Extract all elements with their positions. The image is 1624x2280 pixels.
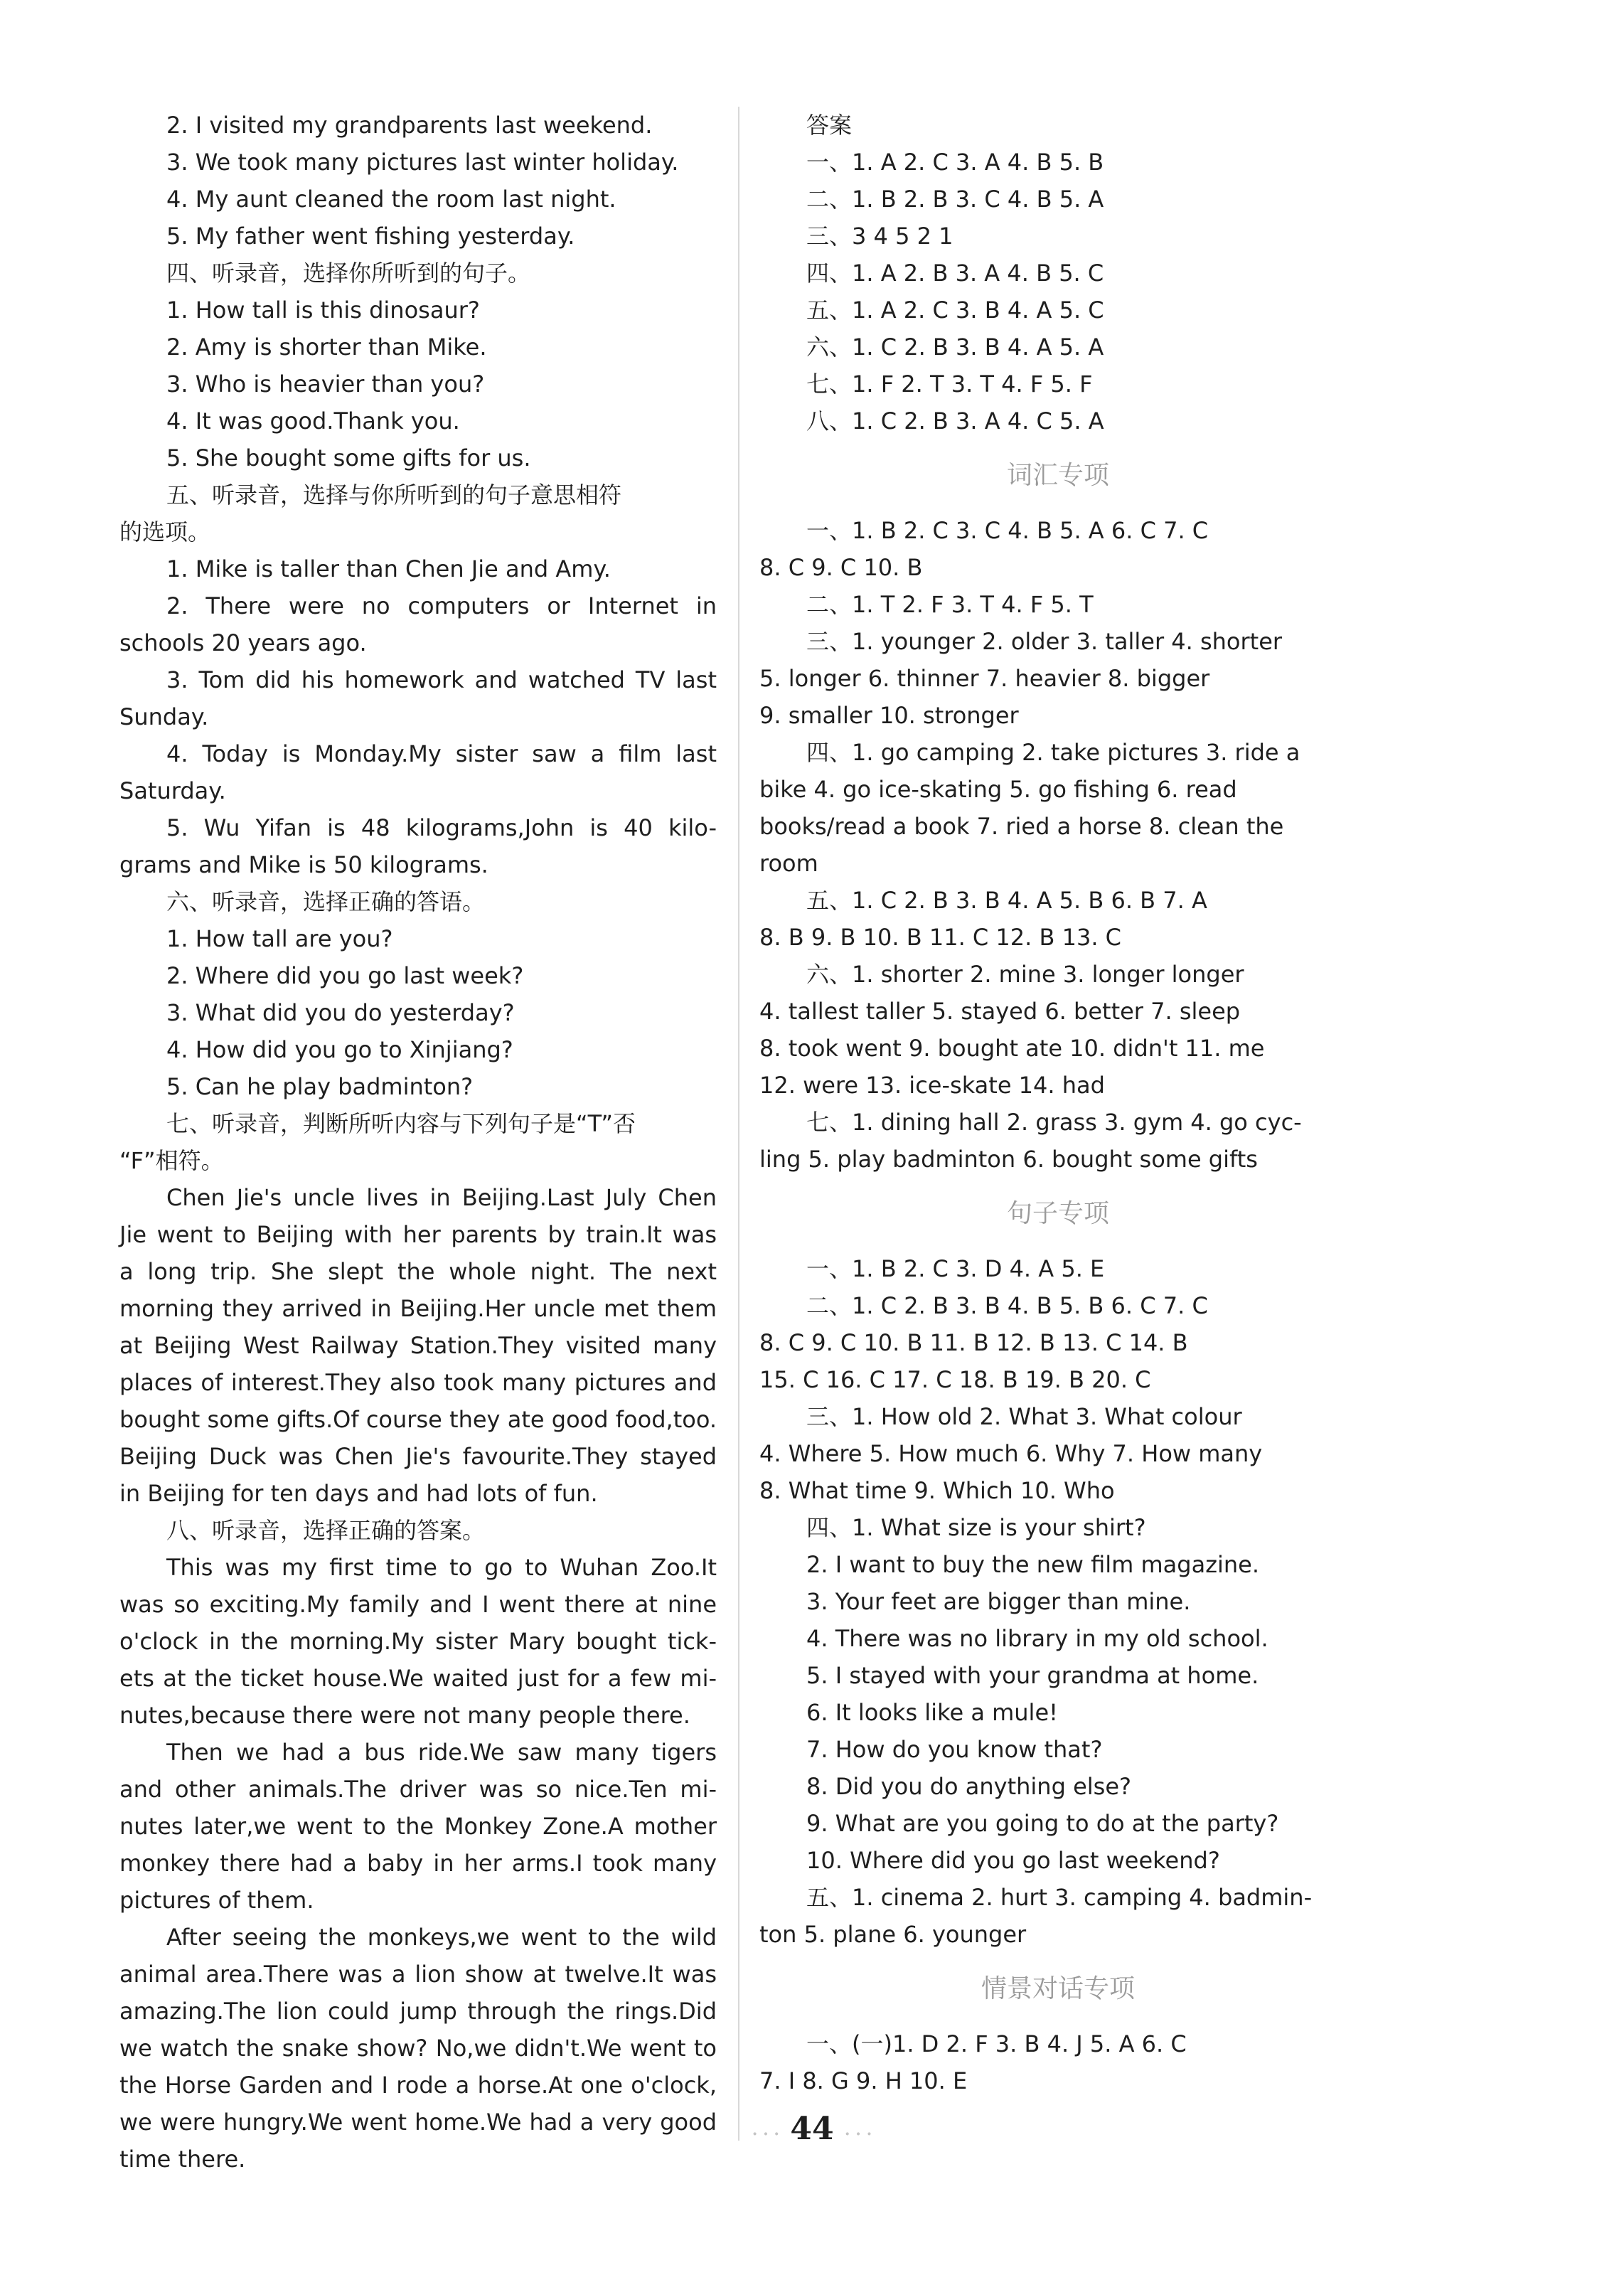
passage-line: the Horse Garden and I rode a horse.At one o'clock, — [119, 2072, 717, 2099]
passage-line: was so exciting.My family and I went there at nine — [119, 1591, 717, 1618]
page-number — [0, 2111, 1624, 2147]
list-item: 1. How tall is this dinosaur? — [166, 297, 480, 324]
answer-line: 四、1. go camping 2. take pictures 3. ride a — [806, 739, 1300, 766]
passage-line: bought some gifts.Of course they ate good food,too. — [119, 1406, 717, 1433]
answer-line: 5. I stayed with your grandma at home. — [806, 1662, 1259, 1689]
list-item-cont: grams and Mike is 50 kilograms. — [119, 851, 488, 878]
answer-line: 9. smaller 10. stronger — [759, 702, 1019, 729]
answer-line: 15. C 16. C 17. C 18. B 19. B 20. C — [759, 1366, 1151, 1393]
passage-line: in Beijing for ten days and had lots of fun. — [119, 1480, 598, 1507]
text-line: 4. My aunt cleaned the room last night. — [166, 186, 616, 213]
dialogue-answers — [759, 2025, 1357, 2099]
left-column — [119, 107, 717, 2178]
section-heading: 七、听录音，判断所听内容与下列句子是“T”否 — [166, 1110, 636, 1137]
answer-line: 8. took went 9. bought ate 10. didn't 11. me — [759, 1035, 1265, 1062]
passage-line: at Beijing West Railway Station.They visited many — [119, 1332, 717, 1359]
answer-line: 三、1. How old 2. What 3. What colour — [806, 1403, 1242, 1430]
answer-line: ling 5. play badminton 6. bought some gifts — [759, 1146, 1258, 1173]
vocab-section-title: 词汇专项 — [1006, 461, 1109, 490]
passage-line: monkey there had a baby in her arms.I took many — [119, 1850, 717, 1877]
answer-line: 8. C 9. C 10. B — [759, 554, 923, 581]
section-7 — [119, 1105, 717, 1512]
vocab-answers — [759, 512, 1357, 1178]
sentence-answers — [759, 1250, 1357, 1953]
answer-line: 三、3 4 5 2 1 — [806, 223, 953, 250]
answer-line: 二、1. B 2. B 3. C 4. B 5. A — [806, 186, 1104, 213]
passage-line: time there. — [119, 2146, 246, 2173]
list-item: 4. How did you go to Xinjiang? — [166, 1036, 513, 1063]
passage-line: Chen Jie's uncle lives in Beijing.Last July Chen — [166, 1184, 717, 1211]
section-6 — [119, 883, 717, 1105]
answer-line: 7. How do you know that? — [806, 1736, 1103, 1763]
text-line: 3. We took many pictures last winter holiday. — [166, 149, 679, 176]
dialogue-section-title: 情景对话专项 — [981, 1974, 1135, 2003]
list-item-cont: Saturday. — [119, 777, 226, 804]
passage-line: ets at the ticket house.We waited just for a few mi- — [119, 1665, 717, 1692]
answer-line: 五、1. A 2. C 3. B 4. A 5. C — [806, 297, 1104, 324]
passage-line: and other animals.The driver was so nice.Ten mi- — [119, 1776, 717, 1803]
passage-line: a long trip. She slept the whole night. The next — [119, 1258, 717, 1285]
answer-line: 6. It looks like a mule! — [806, 1699, 1058, 1726]
section-heading: 五、听录音，选择与你所听到的句子意思相符 — [166, 481, 622, 508]
passage-line: places of interest.They also took many pictures and — [119, 1369, 717, 1396]
answer-line: 3. Your feet are bigger than mine. — [806, 1588, 1191, 1615]
section-heading: 四、听录音，选择你所听到的句子。 — [166, 260, 531, 287]
list-item: 3. What did you do yesterday? — [166, 999, 515, 1026]
passage-line: we were hungry.We went home.We had a very good — [119, 2109, 717, 2136]
section-4 — [119, 255, 717, 476]
text-line: 2. I visited my grandparents last weekend. — [166, 112, 653, 139]
answer-line: 二、1. C 2. B 3. B 4. B 5. B 6. C 7. C — [806, 1292, 1208, 1319]
answer-line: 一、(一)1. D 2. F 3. B 4. J 5. A 6. C — [806, 2030, 1187, 2057]
answer-line: 四、1. What size is your shirt? — [806, 1514, 1146, 1541]
answer-line: 9. What are you going to do at the party? — [806, 1810, 1279, 1837]
right-column — [759, 107, 1357, 2099]
passage-line: pictures of them. — [119, 1887, 314, 1914]
answer-line: 5. longer 6. thinner 7. heavier 8. bigger — [759, 665, 1210, 692]
answer-line: 10. Where did you go last weekend? — [806, 1847, 1220, 1874]
listening-lines-top — [119, 107, 717, 255]
passage-line: This was my first time to go to Wuhan Zoo.It — [166, 1554, 717, 1581]
answers-block — [759, 107, 1357, 440]
passage-line: Beijing Duck was Chen Jie's favourite.They stayed — [119, 1443, 717, 1470]
section-heading: 六、听录音，选择正确的答语。 — [166, 888, 486, 915]
list-item: 4. It was good.Thank you. — [166, 407, 460, 435]
page-ornament-left: · · · — [752, 2125, 791, 2143]
answer-line: 二、1. T 2. F 3. T 4. F 5. T — [806, 591, 1094, 618]
list-item: 1. How tall are you? — [166, 925, 393, 952]
passage-line: we watch the snake show? No,we didn't.We went to — [119, 2035, 717, 2062]
answer-line: 五、1. cinema 2. hurt 3. camping 4. badmin- — [806, 1884, 1313, 1911]
section-heading-cont: 的选项。 — [119, 518, 211, 545]
section-8 — [119, 1512, 717, 2178]
answer-line: 一、1. B 2. C 3. D 4. A 5. E — [806, 1255, 1105, 1282]
answer-line: 2. I want to buy the new film magazine. — [806, 1551, 1260, 1578]
answer-line: 六、1. shorter 2. mine 3. longer longer — [806, 961, 1244, 988]
list-item: 2. There were no computers or Internet in — [166, 592, 717, 619]
list-item-cont: Sunday. — [119, 703, 209, 730]
answer-line: 七、1. dining hall 2. grass 3. gym 4. go cyc- — [806, 1109, 1302, 1136]
passage-line: Jie went to Beijing with her parents by train.It was — [119, 1221, 717, 1248]
answer-line: 4. Where 5. How much 6. Why 7. How many — [759, 1440, 1263, 1467]
passage-line: Then we had a bus ride.We saw many tigers — [166, 1739, 717, 1766]
section-heading-cont: “F”相符。 — [119, 1147, 224, 1174]
answer-line: 六、1. C 2. B 3. B 4. A 5. A — [806, 334, 1104, 361]
list-item: 5. Wu Yifan is 48 kilograms,John is 40 kilo- — [166, 814, 717, 841]
answers-heading: 答案 — [806, 112, 853, 139]
passage-line: After seeing the monkeys,we went to the wild — [166, 1924, 717, 1951]
answer-line: bike 4. go ice-skating 5. go fishing 6. read — [759, 776, 1237, 803]
list-item: 4. Today is Monday.My sister saw a film last — [166, 740, 717, 767]
answer-line: 8. What time 9. Which 10. Who — [759, 1477, 1115, 1504]
answer-line: 12. were 13. ice-skate 14. had — [759, 1072, 1105, 1099]
passage-line: nutes,because there were not many people there. — [119, 1702, 690, 1729]
passage-line: o'clock in the morning.My sister Mary bought tick- — [119, 1628, 717, 1655]
list-item: 2. Where did you go last week? — [166, 962, 524, 989]
section-5 — [119, 476, 717, 883]
answer-line: 一、1. A 2. C 3. A 4. B 5. B — [806, 149, 1104, 176]
answer-line: 七、1. F 2. T 3. T 4. F 5. F — [806, 371, 1093, 398]
list-item: 2. Amy is shorter than Mike. — [166, 334, 487, 361]
answer-line: ton 5. plane 6. younger — [759, 1921, 1027, 1948]
answer-line: books/read a book 7. ried a horse 8. clean the — [759, 813, 1284, 840]
answer-line: 一、1. B 2. C 3. C 4. B 5. A 6. C 7. C — [806, 517, 1209, 544]
answer-line: 五、1. C 2. B 3. B 4. A 5. B 6. B 7. A — [806, 887, 1207, 914]
page-ornament-right: · · · — [833, 2125, 872, 2143]
answer-line: 7. I 8. G 9. H 10. E — [759, 2067, 968, 2094]
column-divider — [738, 107, 739, 2141]
passage-line: morning they arrived in Beijing.Her uncle met them — [119, 1295, 717, 1322]
list-item: 3. Who is heavier than you? — [166, 371, 485, 398]
passage-line: amazing.The lion could jump through the rings.Did — [119, 1998, 717, 2025]
answer-line: 四、1. A 2. B 3. A 4. B 5. C — [806, 260, 1104, 287]
answer-line: 4. tallest taller 5. stayed 6. better 7. sleep — [759, 998, 1241, 1025]
list-item-cont: schools 20 years ago. — [119, 629, 367, 656]
answer-line: 8. C 9. C 10. B 11. B 12. B 13. C 14. B — [759, 1329, 1188, 1356]
list-item: 5. Can he play badminton? — [166, 1073, 474, 1100]
passage-line: nutes later,we went to the Monkey Zone.A mother — [119, 1813, 717, 1840]
passage-line: animal area.There was a lion show at twelve.It was — [119, 1961, 717, 1988]
text-line: 5. My father went fishing yesterday. — [166, 223, 575, 250]
list-item: 1. Mike is taller than Chen Jie and Amy. — [166, 555, 611, 582]
list-item: 3. Tom did his homework and watched TV last — [166, 666, 717, 693]
answer-line: 8. Did you do anything else? — [806, 1773, 1131, 1800]
list-item: 5. She bought some gifts for us. — [166, 444, 531, 472]
sentence-section-title: 句子专项 — [1006, 1199, 1109, 1228]
section-heading: 八、听录音，选择正确的答案。 — [166, 1517, 486, 1544]
page-number-text: 44 — [790, 2111, 834, 2147]
answer-line: 8. B 9. B 10. B 11. C 12. B 13. C — [759, 924, 1122, 951]
answer-line: 三、1. younger 2. older 3. taller 4. shorter — [806, 628, 1283, 655]
answer-line: 八、1. C 2. B 3. A 4. C 5. A — [806, 407, 1104, 435]
answer-line: 4. There was no library in my old school. — [806, 1625, 1268, 1652]
answer-line: room — [759, 850, 818, 877]
